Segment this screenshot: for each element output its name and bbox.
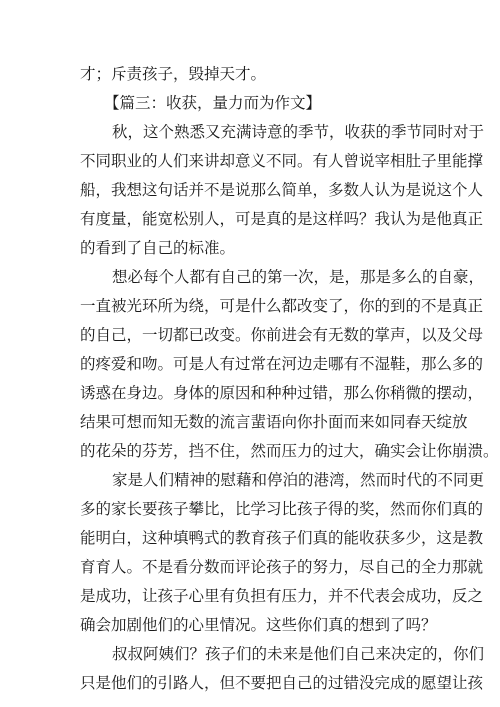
- text-line: 的疼爱和吻。可是人有过常在河边走哪有不湿鞋，那么多的: [80, 355, 484, 373]
- section-heading: 【篇三：收获，量力而为作文】: [104, 94, 322, 112]
- text-line: 的花朵的芬芳，挡不住，然而压力的过大，确实会让你崩溃。: [80, 442, 499, 460]
- text-line: 诱惑在身边。身体的原因和种种过错，那么你稍微的摆动，: [80, 384, 484, 402]
- text-line: 一直被光环所为绕，可是什么都改变了，你的到的不是真正: [80, 297, 484, 315]
- text-line: 育育人。不是看分数而评论孩子的努力，尽自己的全力那就: [80, 558, 484, 576]
- text-line: 才；斥责孩子，毁掉天才。: [80, 65, 267, 83]
- text-line: 有度量，能宽松别人，可是真的是这样吗？我认为是他真正: [80, 210, 484, 228]
- text-line: 确会加剧他们的心里情况。这些你们真的想到了吗？: [80, 616, 437, 634]
- text-line: 叔叔阿姨们？孩子们的未来是他们自己来决定的，你们: [112, 645, 485, 663]
- text-line: 结果可想而知无数的流言蜚语向你扑面而来如同春天绽放: [80, 413, 468, 431]
- text-line: 的看到了自己的标准。: [80, 239, 236, 257]
- text-line: 是成功，让孩子心里有负担有压力，并不代表会成功，反之: [80, 587, 484, 605]
- text-line: 多的家长要孩子攀比，比学习比孩子得的奖，然而你们真的: [80, 500, 484, 518]
- text-line: 船，我想这句话并不是说那么简单，多数人认为是说这个人: [80, 181, 484, 199]
- text-line: 家是人们精神的慰藉和停泊的港湾，然而时代的不同更: [112, 471, 485, 489]
- text-line: 的自己，一切都已改变。你前进会有无数的掌声，以及父母: [80, 326, 484, 344]
- text-line: 秋，这个熟悉又充满诗意的季节，收获的季节同时对于: [112, 123, 485, 141]
- text-line: 不同职业的人们来讲却意义不同。有人曾说宰相肚子里能撑: [80, 152, 484, 170]
- text-line: 只是他们的引路人，但不要把自己的过错没完成的愿望让孩: [80, 674, 484, 692]
- text-line: 能明白，这种填鸭式的教育孩子们真的能收获多少，这是教: [80, 529, 484, 547]
- text-line: 想必每个人都有自己的第一次，是，那是多么的自豪，: [112, 268, 485, 286]
